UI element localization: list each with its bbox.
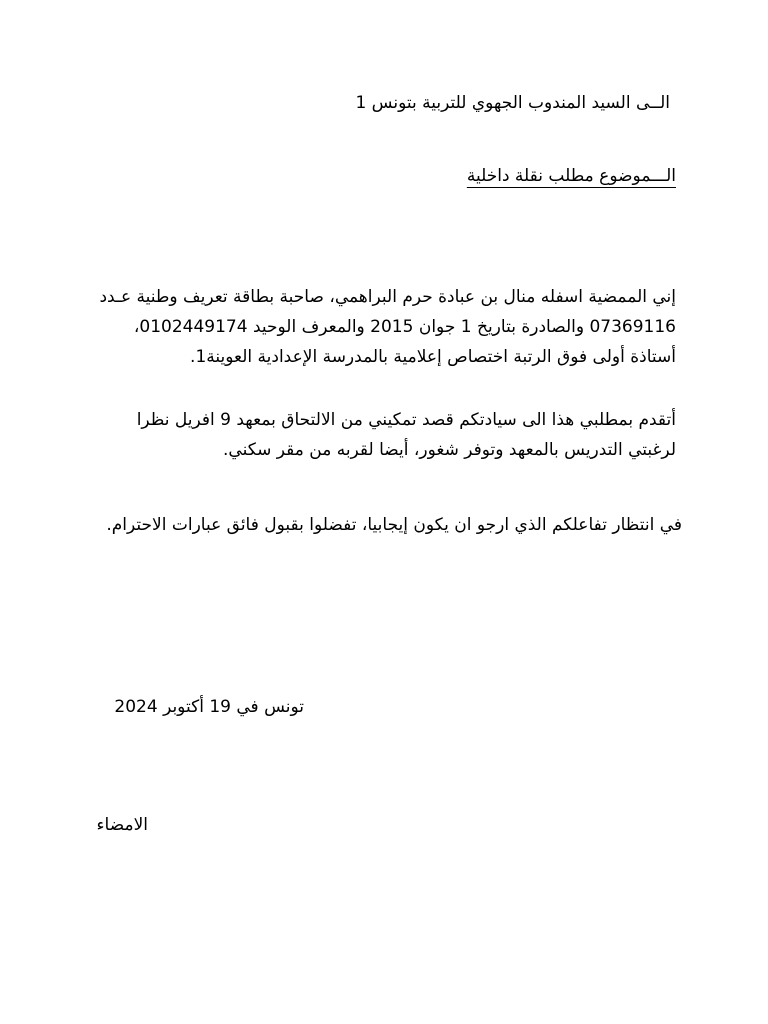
place-date-line: تونس في 19 أكتوبر 2024 [114, 697, 304, 717]
body-paragraph-request: أتقدم بمطلبي هذا الى سيادتكم قصد تمكيني من الالتحاق بمعهد 9 افريل نظرا لرغبتي التدريس بالمعهد وتوفر شغور، أيضا لقربه من مقر سكني. [136, 410, 676, 460]
closing-line: في انتظار تفاعلكم الذي ارجو ان يكون إيجابيا، تفضلوا بقبول فائق عبارات الاحترام. [106, 515, 682, 535]
body-paragraph-identity: إني الممضية اسفله منال بن عبادة حرم البراهمي، صاحبة بطاقة تعريف وطنية عـدد 07369116 والصادرة بتاريخ 1 جوان 2015 والمعرف الوحيد 0102449174، أستاذة أولى فوق الرتبة اختصاص إعلامية بالمدرسة الإعدادية العوينة1. [99, 287, 676, 367]
signature-label: الامضاء [96, 815, 148, 835]
subject-line: الـــموضوع مطلب نقلة داخلية [466, 166, 676, 186]
addressee-line: الــى السيد المندوب الجهوي للتربية بتونس 1 [355, 93, 670, 113]
